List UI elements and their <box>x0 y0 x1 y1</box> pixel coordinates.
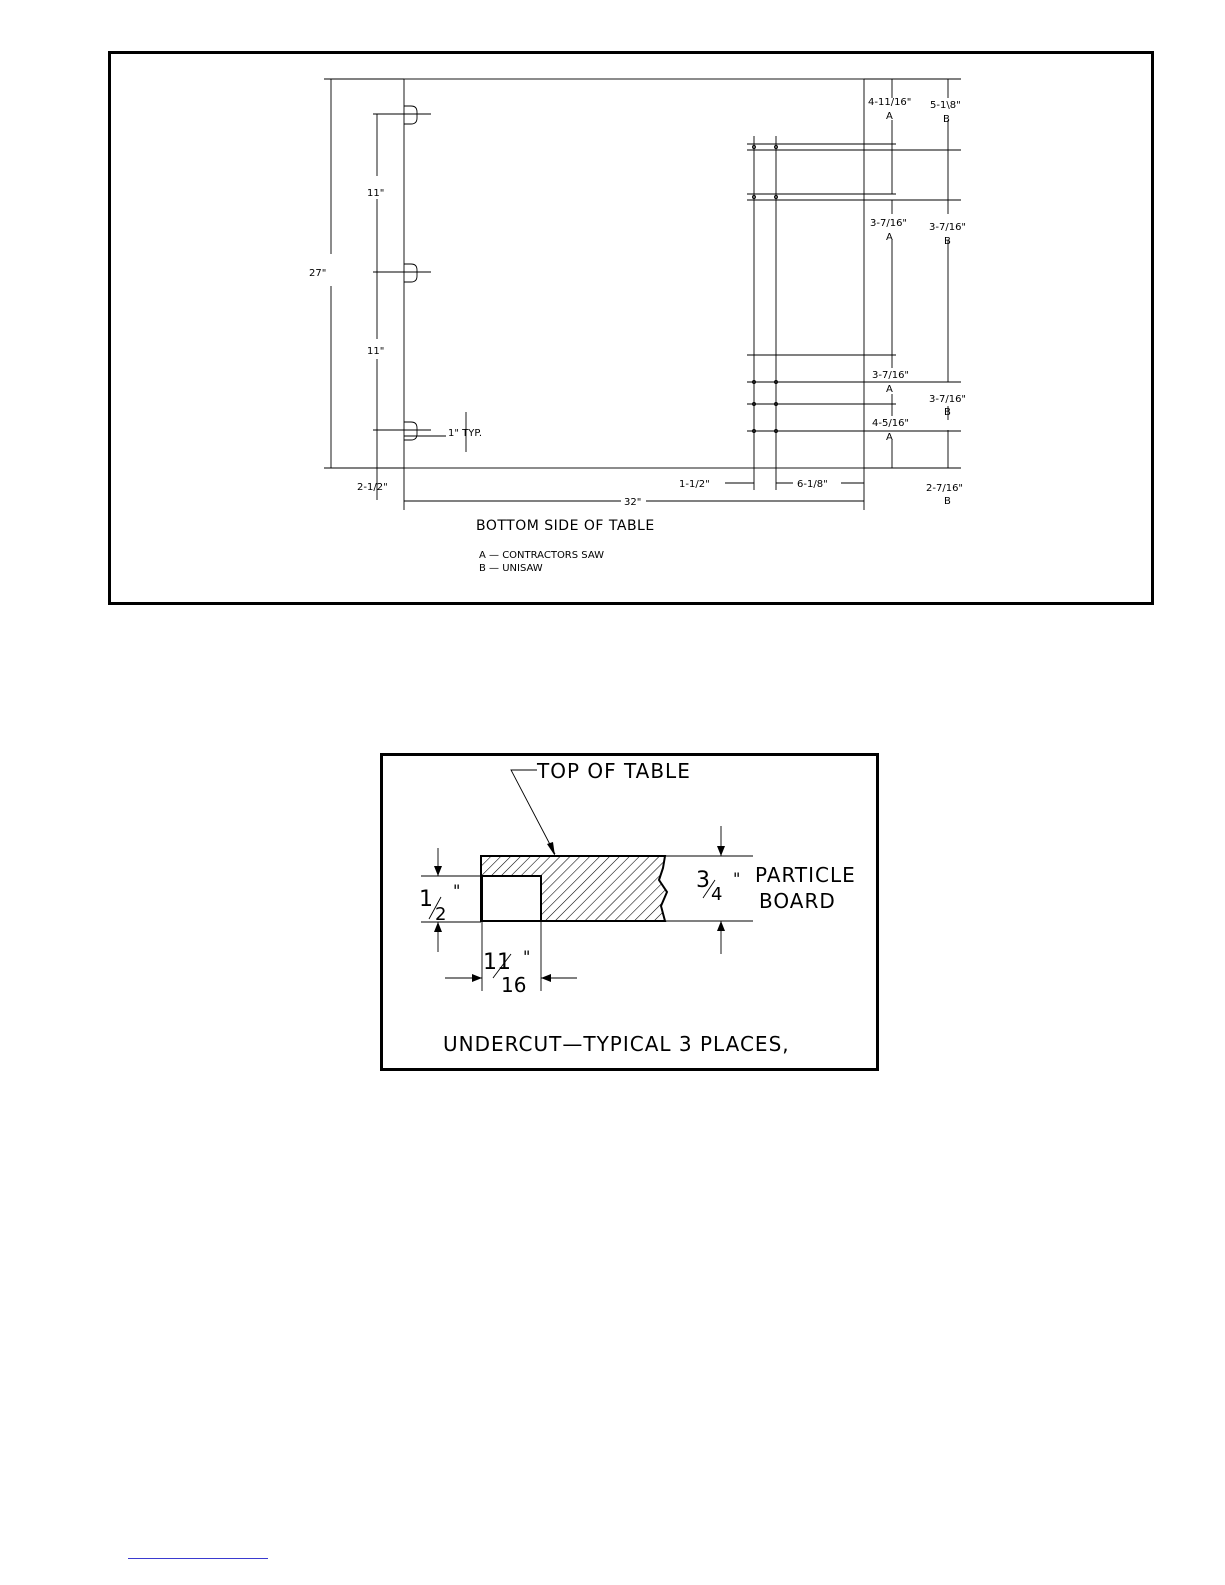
dim-left-offset: 2-1/2" <box>357 482 388 493</box>
dim-undercut-depth: 1" TYP. <box>448 428 483 439</box>
detail-caption: UNDERCUT—TYPICAL 3 PLACES, <box>443 1032 790 1056</box>
dim-width-total: 32" <box>624 497 642 508</box>
legend-a: A — CONTRACTORS SAW <box>479 550 604 561</box>
thickness-denominator: 4 <box>711 884 723 905</box>
dim-a-bottom: 4-5/16" <box>872 418 910 429</box>
dim-a-top: 4-11/16" <box>868 97 912 108</box>
undercut-notch-1 <box>404 106 417 124</box>
width-inch-mark: " <box>523 947 531 966</box>
width-numerator: 11 <box>483 950 511 975</box>
undercut-notch-3 <box>404 422 417 440</box>
undercut-notch-2 <box>404 264 417 282</box>
bottom-side-drawing <box>111 54 1151 602</box>
dim-height-total: 27" <box>309 268 327 279</box>
dim-b-top: 5-1\8" <box>930 100 961 111</box>
thickness-numerator: 3 <box>696 868 710 893</box>
material-label-1: PARTICLE <box>755 863 856 887</box>
bottom-side-drawing-panel <box>108 51 1154 605</box>
undercut-notch <box>482 876 541 921</box>
depth-denominator: 2 <box>435 904 447 925</box>
mark-b-3: B <box>944 407 951 418</box>
dim-spacing-lower: 11" <box>367 346 385 357</box>
mark-b-2: B <box>944 236 951 247</box>
width-denominator: 16 <box>501 973 527 997</box>
depth-inch-mark: " <box>453 881 461 900</box>
dim-slot-offset: 1-1/2" <box>679 479 710 490</box>
dim-slot-spacing: 6-1/8" <box>797 479 828 490</box>
mark-b-1: B <box>943 114 950 125</box>
mark-a-1: A <box>886 111 893 122</box>
mark-b-4: B <box>944 496 951 507</box>
undercut-detail-panel <box>380 753 879 1071</box>
dim-b-lower-gap: 3-7/16" <box>929 394 967 405</box>
material-label-2: BOARD <box>759 889 836 913</box>
dim-a-lower-gap: 3-7/16" <box>872 370 910 381</box>
table-outline <box>404 79 864 468</box>
dim-b-bottom: 2-7/16" <box>926 483 964 494</box>
dim-spacing-upper: 11" <box>367 188 385 199</box>
legend-b: B — UNISAW <box>479 563 543 574</box>
drawing-title: BOTTOM SIDE OF TABLE <box>476 518 655 534</box>
mark-a-4: A <box>886 432 893 443</box>
dim-b-upper-gap: 3-7/16" <box>929 222 967 233</box>
mark-a-2: A <box>886 232 893 243</box>
thickness-inch-mark: " <box>733 869 741 888</box>
top-of-table-label: TOP OF TABLE <box>537 759 691 783</box>
undercut-detail-drawing <box>383 756 876 1068</box>
footer-rule <box>128 1558 268 1559</box>
mark-a-3: A <box>886 384 893 395</box>
depth-numerator: 1 <box>419 887 433 912</box>
dim-a-upper-gap: 3-7/16" <box>870 218 908 229</box>
